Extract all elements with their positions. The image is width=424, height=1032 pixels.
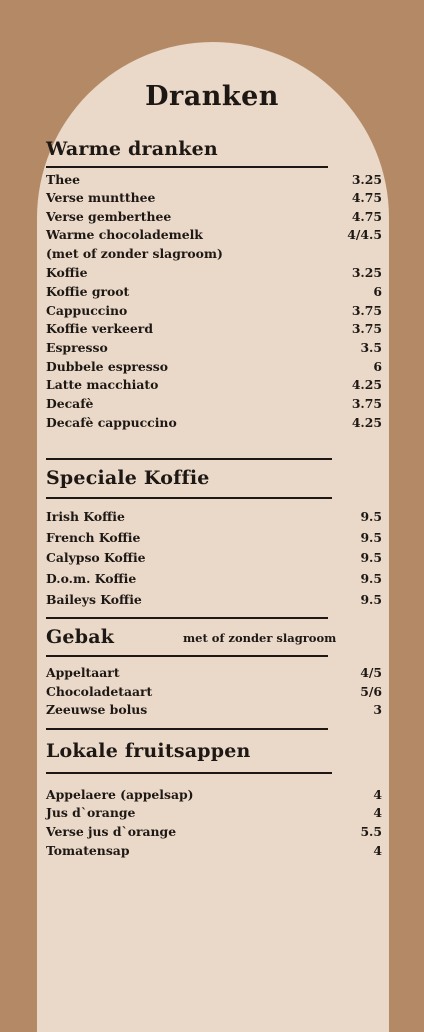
menu-item: Cappuccino 3.75 — [46, 303, 382, 318]
section-divider — [46, 617, 328, 619]
section-heading-speciale-koffie: Speciale Koffie — [46, 467, 210, 489]
menu-item: Zeeuwse bolus 3 — [46, 702, 382, 717]
menu-item: Latte macchiato 4.25 — [46, 377, 382, 392]
section-divider — [46, 166, 328, 168]
menu-item: Thee 3.25 — [46, 172, 382, 187]
section-divider — [46, 458, 332, 460]
menu-item: Verse gemberthee 4.75 — [46, 209, 382, 224]
menu-item: Verse jus d`orange 5.5 — [46, 824, 382, 839]
menu-item: Warme chocolademelk 4/4.5 — [46, 227, 382, 242]
section-divider — [46, 772, 332, 774]
menu-item: Dubbele espresso 6 — [46, 359, 382, 374]
section-heading-gebak: Gebak — [46, 626, 115, 648]
menu-item-note: (met of zonder slagroom) — [46, 246, 223, 261]
section-note: met of zonder slagroom — [183, 631, 337, 645]
menu-item: Appeltaart 4/5 — [46, 665, 382, 680]
menu-item: Koffie groot 6 — [46, 284, 382, 299]
menu-item: Calypso Koffie 9.5 — [46, 550, 382, 565]
menu-item: Baileys Koffie 9.5 — [46, 592, 382, 607]
section-divider — [46, 497, 332, 499]
menu-item: Jus d`orange 4 — [46, 805, 382, 820]
section-divider — [46, 728, 328, 730]
menu-item: Koffie 3.25 — [46, 265, 382, 280]
section-divider — [46, 655, 328, 657]
menu-item: Irish Koffie 9.5 — [46, 509, 382, 524]
section-heading-lokale-fruitsappen: Lokale fruitsappen — [46, 740, 251, 762]
menu-item: Decafè 3.75 — [46, 396, 382, 411]
menu-item: Koffie verkeerd 3.75 — [46, 321, 382, 336]
menu-item: D.o.m. Koffie 9.5 — [46, 571, 382, 586]
menu-item: Espresso 3.5 — [46, 340, 382, 355]
menu-item: Decafè cappuccino 4.25 — [46, 415, 382, 430]
menu-item: Verse muntthee 4.75 — [46, 190, 382, 205]
menu-item: Tomatensap 4 — [46, 843, 382, 858]
section-heading-warme-dranken: Warme dranken — [46, 138, 218, 160]
page-title: Dranken — [145, 81, 279, 112]
menu-item: Appelaere (appelsap) 4 — [46, 787, 382, 802]
menu-item: French Koffie 9.5 — [46, 530, 382, 545]
menu-item: Chocoladetaart 5/6 — [46, 684, 382, 699]
